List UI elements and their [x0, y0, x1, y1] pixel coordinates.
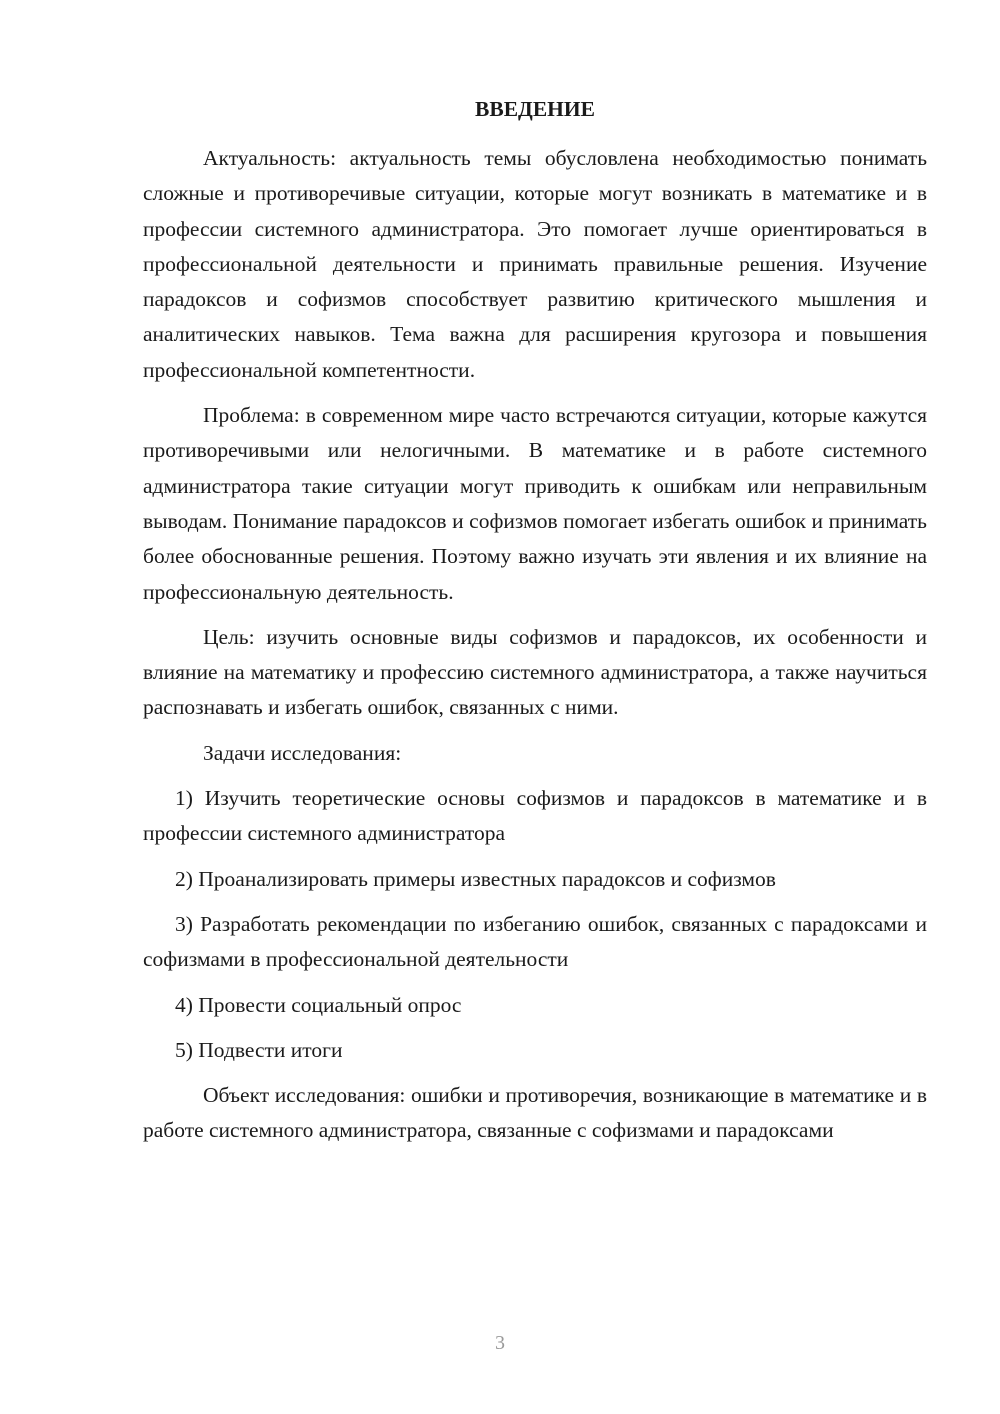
paragraph-goal: Цель: изучить основные виды софизмов и парадоксов, их особенности и влияние на математику и профессию системного администратора, а также научиться распознавать и избегать ошибок, связанных с ними.	[143, 624, 927, 720]
page-number: 3	[495, 1332, 505, 1354]
paragraph-object: Объект исследования: ошибки и противоречия, возникающие в математике и в работе системного администратора, связанные с софизмами и парадоксами	[143, 1083, 927, 1143]
task-item-2: 2) Проанализировать примеры известных парадоксов и софизмов	[175, 866, 776, 891]
section-heading: ВВЕДЕНИЕ	[475, 97, 595, 121]
task-item-4: 4) Провести социальный опрос	[175, 992, 462, 1017]
paragraph-tasks-title: Задачи исследования:	[203, 740, 402, 765]
document-page	[143, 92, 927, 1159]
task-item-5: 5) Подвести итоги	[175, 1037, 343, 1062]
task-item-3: 3) Разработать рекомендации по избеганию ошибок, связанных с парадоксами и софизмами в профессиональной деятельности	[143, 911, 927, 972]
paragraph-problem: Проблема: в современном мире часто встречаются ситуации, которые кажутся противоречивыми или нелогичными. В математике и в работе системного администратора такие ситуации могут приводить к ошибкам или неправильным выводам. Понимание парадоксов и софизмов помогает избегать ошибок и принимать более обоснованные решения. Поэтому важно изучать эти явления и их влияние на профессиональную деятельность.	[143, 403, 927, 604]
paragraph-relevance: Актуальность: актуальность темы обусловлена необходимостью понимать сложные и противоречивые ситуации, которые могут возникать в математике и в профессии системного администратора. Это помогает лучше ориентироваться в профессиональной деятельности и принимать правильные решения. Изучение парадоксов и софизмов способствует развитию критического мышления и аналитических навыков. Тема важна для расширения кругозора и повышения профессиональной компетентности.	[143, 146, 927, 382]
task-item-1: 1) Изучить теоретические основы софизмов и парадоксов в математике и в профессии системного администратора	[143, 786, 927, 846]
